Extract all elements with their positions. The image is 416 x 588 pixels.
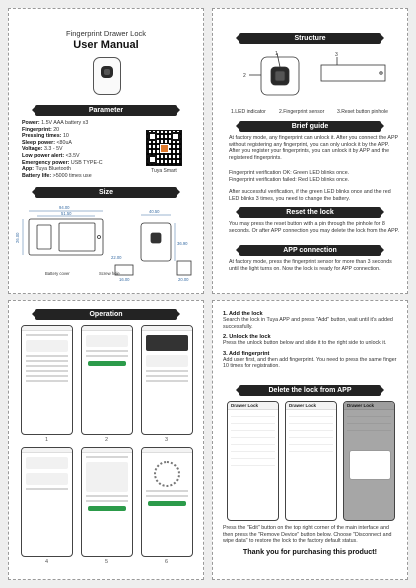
phone-screenshot-2 bbox=[81, 325, 133, 435]
step-1-title: 1. Add the lock bbox=[223, 311, 263, 317]
phone-screenshot-6 bbox=[141, 447, 193, 557]
param-row: Emergency power: USB TYPE-C bbox=[22, 159, 103, 166]
remove-device-dialog bbox=[349, 450, 391, 480]
thanks-text: Thank you for purchasing this product! bbox=[242, 547, 378, 556]
dim-width-total: 94.00 bbox=[59, 205, 70, 210]
phone-number-4: 4 bbox=[45, 559, 49, 565]
structure-heading: Structure bbox=[239, 33, 381, 44]
lock-product-image bbox=[93, 57, 121, 95]
callout-1: 1 bbox=[275, 51, 278, 57]
dim-height-left: 26.00 bbox=[15, 232, 20, 243]
brief-fail: Fingerprint verification failed: Red LED blinks once. bbox=[229, 177, 350, 183]
param-row: Low power alert: <3.5V bbox=[22, 152, 80, 159]
dim-width-inner: 51.50 bbox=[61, 211, 72, 216]
step-3-title: 3. Add fingerprint bbox=[223, 350, 270, 357]
fingerprint-sensor-icon bbox=[101, 66, 113, 78]
phone-screenshot-1 bbox=[21, 325, 73, 435]
page-steps bbox=[212, 300, 408, 580]
brief-text-1: At factory mode, any fingerprint can unlock it. After you connect the APP without registering any fingerprint, you can only unlock it by the APP. After you register your fingerprints, you can unlock it by APP and the registered fingerprints. bbox=[229, 135, 398, 161]
dim-side-top: 20.00 bbox=[178, 277, 189, 282]
size-diagram bbox=[15, 203, 201, 291]
parameter-heading: Parameter bbox=[35, 105, 177, 116]
brief-text-2: After successful verification, if the green LED blinks once and the red LED blinks 3 times, you need to change the battery. bbox=[229, 189, 391, 202]
dim-depth-top: 40.50 bbox=[149, 209, 160, 214]
structure-diagram bbox=[231, 51, 391, 105]
phone-screenshot-3 bbox=[141, 325, 193, 435]
step-2-text: Press the unlock button below and slide it to the right side to unlock it. bbox=[223, 340, 387, 347]
param-row: Fingerprint: 20 bbox=[22, 126, 60, 133]
dim-height-right: 22.00 bbox=[111, 255, 122, 260]
phone-screenshot-4 bbox=[21, 447, 73, 557]
app-connection-heading: APP connection bbox=[239, 245, 381, 256]
parameter-list bbox=[22, 120, 140, 179]
reset-text: You may press the reset button with a pin through the pinhole for 8 seconds. Or after APP connection you may delete the lock from the APP. bbox=[229, 221, 399, 234]
page-structure bbox=[212, 8, 408, 294]
delete-heading: Delete the lock from APP bbox=[239, 385, 381, 396]
param-row: Voltage: 3.3 - 5V bbox=[22, 146, 63, 153]
brief-guide-heading: Brief guide bbox=[239, 121, 381, 132]
page-cover bbox=[8, 8, 204, 294]
dim-side-height: 36.90 bbox=[177, 241, 188, 246]
qr-label: Tuya Smart bbox=[151, 168, 177, 174]
callout-2: 2 bbox=[243, 73, 246, 79]
phone-number-3: 3 bbox=[165, 437, 169, 443]
page-operation bbox=[8, 300, 204, 580]
battery-cover-label: Battery cover bbox=[45, 271, 70, 276]
param-row: Battery life: >5000 times use bbox=[22, 172, 92, 179]
operation-heading: Operation bbox=[35, 309, 177, 320]
phone-number-6: 6 bbox=[165, 559, 169, 565]
product-subtitle: Fingerprint Drawer Lock bbox=[65, 29, 147, 38]
step-2-title: 2. Unlock the lock bbox=[223, 334, 271, 341]
phone-screenshot-5 bbox=[81, 447, 133, 557]
param-row: Power: 1.5V AAA battery x3 bbox=[22, 120, 89, 126]
tuya-qr-code bbox=[146, 130, 182, 166]
phone-number-1: 1 bbox=[45, 437, 49, 443]
callout-3: 3 bbox=[335, 52, 338, 58]
brief-ok: Fingerprint verification OK: Green LED blinks once. bbox=[229, 170, 350, 176]
delete-phone-1: Drawer Lock bbox=[227, 401, 279, 521]
caption-sensor: 2.Fingerprint sensor bbox=[279, 109, 325, 115]
phone-number-5: 5 bbox=[105, 559, 109, 565]
size-heading: Size bbox=[35, 187, 177, 198]
dim-depth-bottom: 16.00 bbox=[119, 277, 130, 282]
reset-heading: Reset the lock bbox=[239, 207, 381, 218]
delete-text: Press the "Edit" button on the top right corner of the main interface and then press the "Remove Device" button below. Choose "Disconnect and wipe data" to restore the lock to the factory default status. bbox=[223, 525, 392, 545]
tuya-logo-icon bbox=[160, 144, 169, 153]
step-3-text: Add user first, and then add fingerprint. You need to press the same finger 10 times for registration. bbox=[223, 356, 397, 370]
app-connection-text: At factory mode, press the fingerprint sensor for more than 3 seconds until the light turns on. Now the lock is ready for APP connection. bbox=[229, 259, 392, 272]
delete-phone-3: Drawer Lock bbox=[343, 401, 395, 521]
param-row: Sleep power: <80uA bbox=[22, 139, 72, 146]
param-row: App: Tuya Bluetooth bbox=[22, 166, 71, 173]
steps-list bbox=[223, 307, 401, 370]
manual-title: User Manual bbox=[73, 39, 139, 51]
caption-led: 1.LED indicator bbox=[231, 109, 266, 115]
phone-number-2: 2 bbox=[105, 437, 109, 443]
fingerprint-icon bbox=[154, 461, 180, 487]
caption-reset: 3.Reset button pinhole bbox=[337, 109, 388, 115]
param-row: Pressing times: 10 bbox=[22, 133, 69, 140]
screw-hole-label: Screw hole bbox=[99, 271, 120, 276]
step-1-text: Search the lock in Tuya APP and press "Add" button, wait until it's added successfully. bbox=[223, 317, 393, 330]
delete-phone-2: Drawer Lock bbox=[285, 401, 337, 521]
